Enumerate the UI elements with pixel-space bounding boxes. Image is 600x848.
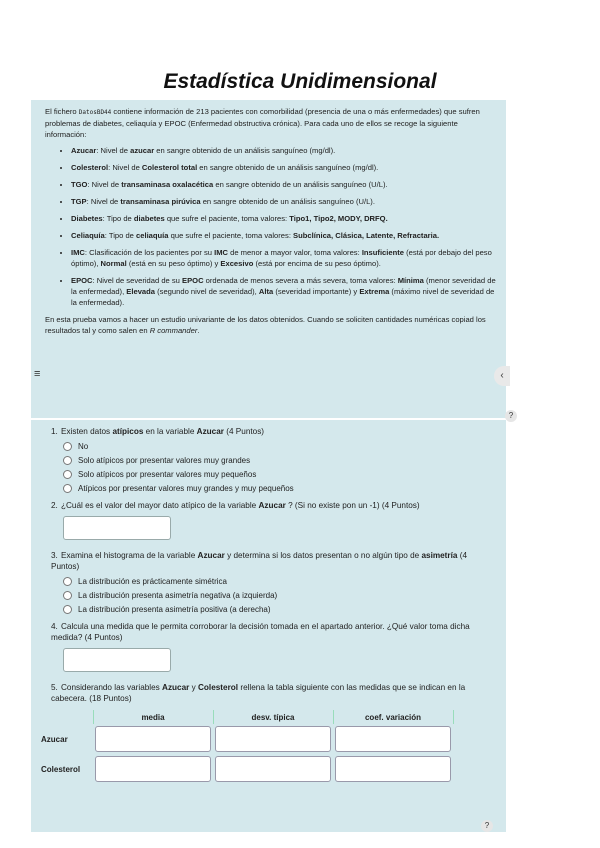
list-item: • TGP: Nivel de transaminasa pirúvica en sangre obtenido de un análisis sanguíneo (U/L).: [71, 196, 496, 207]
intro-panel: [31, 100, 506, 418]
answer-cell[interactable]: [335, 726, 451, 752]
row-label: Azucar: [41, 734, 68, 744]
question-4: 4. Calcula una medida que le permita corroborar la decisión tomada en el apartado anterior. ¿Qué valor toma dicha medida? (4 Puntos): [51, 621, 496, 672]
question-3: 3. Examina el histograma de la variable Azucar y determina si los datos presentan o no algún tipo de asimetría (4 Puntos) La distribución es prácticamente simétrica La distribución presenta asimetría negativa (a izquierda) La distribución presenta asimetría positiva (a derecha): [51, 550, 496, 615]
column-header: coef. variación: [333, 710, 453, 724]
list-item: • IMC: Clasificación de los pacientes por su IMC de menor a mayor valor, toma valores: Insuficiente (está por debajo del peso óptimo), Normal (está en su peso óptimo) y Excesivo (está por encima de su peso óptimo).: [71, 247, 496, 269]
radio-button[interactable]: [63, 591, 72, 600]
radio-option[interactable]: Atípicos por presentar valores muy grandes y muy pequeños: [63, 483, 496, 494]
question-1: 1. Existen datos atípicos en la variable Azucar (4 Puntos) No Solo atípicos por presentar valores muy grandes Solo atípicos por presentar valores muy pequeños Atípicos por presentar valores muy grandes y muy pequeños: [51, 426, 496, 494]
radio-button[interactable]: [63, 605, 72, 614]
answer-cell[interactable]: [95, 756, 211, 782]
radio-option[interactable]: Solo atípicos por presentar valores muy grandes: [63, 455, 496, 466]
help-icon[interactable]: ?: [505, 410, 517, 422]
list-item: • Celiaquía: Tipo de celiaquía que sufre el paciente, toma valores: Subclínica, Clásica, Latente, Refractaria.: [71, 230, 496, 241]
radio-button[interactable]: [63, 442, 72, 451]
radio-button[interactable]: [63, 456, 72, 465]
answer-input[interactable]: [63, 516, 171, 540]
list-item: • Diabetes: Tipo de diabetes que sufre el paciente, toma valores: Tipo1, Tipo2, MODY, DRFQ.: [71, 213, 496, 224]
chevron-left-icon[interactable]: ‹: [494, 366, 510, 386]
instructions-paragraph: En esta prueba vamos a hacer un estudio univariante de los datos obtenidos. Cuando se soliciten cantidades numéricas copiad los resultados tal y como salen en R commander.: [45, 315, 486, 335]
answer-input[interactable]: [63, 648, 171, 672]
file-name: DatosBD44: [78, 109, 112, 116]
radio-option[interactable]: La distribución presenta asimetría positiva (a derecha): [63, 604, 496, 615]
help-icon[interactable]: ?: [481, 820, 493, 832]
list-item: • TGO: Nivel de transaminasa oxalacética en sangre obtenido de un análisis sanguíneo (U/L).: [71, 179, 496, 190]
intro-paragraph: El fichero DatosBD44 contiene información de 213 pacientes con comorbilidad (presencia de una o más enfermedades) que sufren problemas de diabetes, celiaquía y EPOC (Enfermedad obstructiva crónica). Para cada uno de ellos se recoge la siguiente información:: [45, 107, 480, 139]
menu-icon[interactable]: ≡: [34, 368, 41, 380]
table-row: [39, 754, 453, 784]
variable-list: [45, 145, 496, 308]
radio-button[interactable]: [63, 470, 72, 479]
radio-option[interactable]: Solo atípicos por presentar valores muy pequeños: [63, 469, 496, 480]
list-item: • EPOC: Nivel de severidad de su EPOC ordenada de menos severa a más severa, toma valores: Mínima (menor severidad de la enfermedad), Elevada (segundo nivel de severidad), Alta (severidad importante) y Extrema (máximo nivel de severidad de la enfermedad).: [71, 275, 496, 308]
radio-option[interactable]: No: [63, 441, 496, 452]
question-2: 2. ¿Cuál es el valor del mayor dato atípico de la variable Azucar ? (Si no existe pon un -1) (4 Puntos): [51, 500, 496, 540]
column-header: desv. típica: [213, 710, 333, 724]
row-label: Colesterol: [41, 764, 81, 774]
column-header: media: [93, 710, 213, 724]
answer-cell[interactable]: [335, 756, 451, 782]
radio-button[interactable]: [63, 484, 72, 493]
list-item: • Colesterol: Nivel de Colesterol total en sangre obtenido de un análisis sanguíneo (mg/dl).: [71, 162, 496, 173]
radio-button[interactable]: [63, 577, 72, 586]
radio-option[interactable]: La distribución presenta asimetría negativa (a izquierda): [63, 590, 496, 601]
list-item: • Azucar: Nivel de azucar en sangre obtenido de un análisis sanguíneo (mg/dl).: [71, 145, 496, 156]
answer-cell[interactable]: [215, 756, 331, 782]
page-title: Estadística Unidimensional: [163, 70, 437, 93]
answer-cell[interactable]: [95, 726, 211, 752]
answer-cell[interactable]: [215, 726, 331, 752]
radio-option[interactable]: La distribución es prácticamente simétrica: [63, 576, 496, 587]
question-5: 5. Considerando las variables Azucar y Colesterol rellena la tabla siguiente con las medidas que se indican en la cabecera. (18 Puntos) media desv. típica coef. variación Azucar Colesterol: [51, 682, 496, 784]
table-row: [39, 724, 453, 754]
questions-panel: [31, 420, 506, 832]
measures-table: [39, 710, 454, 784]
